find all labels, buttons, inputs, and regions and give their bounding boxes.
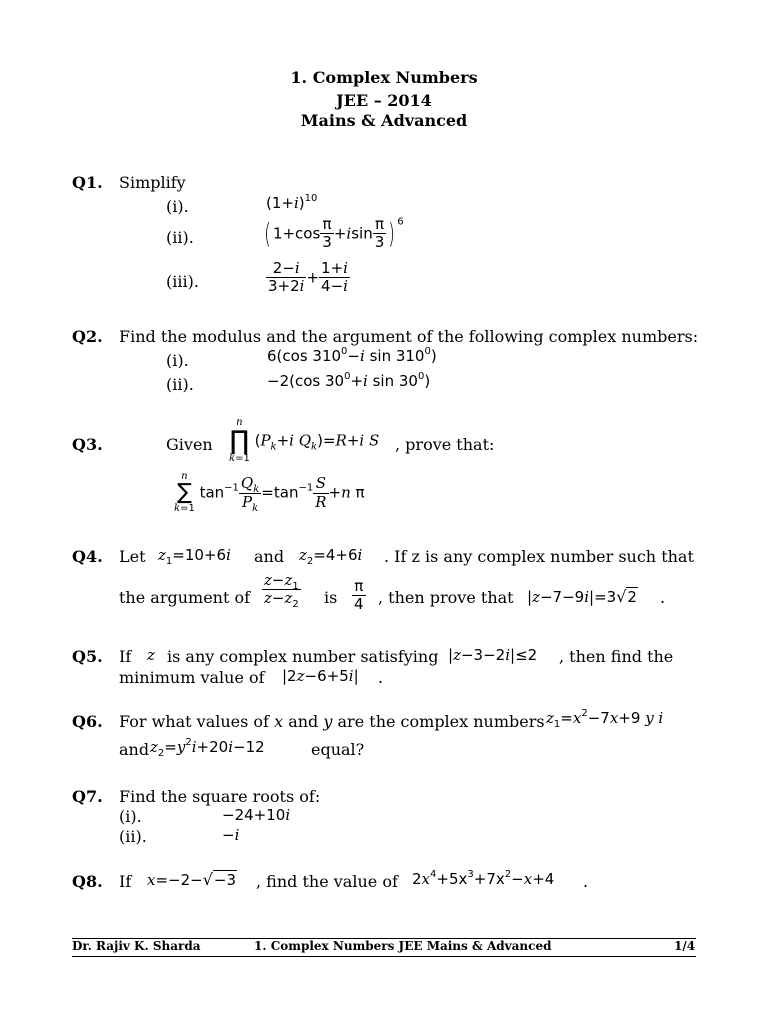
question-number: Q5.	[72, 647, 103, 666]
q6-z2: $z_2=y^2i+20i-12$	[150, 737, 265, 759]
question-text: and	[254, 547, 285, 566]
q4-angle: $\frac{\pi}{4}$	[354, 577, 364, 614]
q2-expr-1: 6(cos $310^0-i$ $\sin 310^0$)	[267, 346, 437, 365]
q7-expr-2: −i	[222, 826, 240, 844]
q4-z2: $z_2=4+6i$	[299, 546, 363, 567]
q7-expr-1: −24+10i	[222, 806, 291, 824]
question-number: Q2.	[72, 327, 103, 346]
question-text	[119, 712, 545, 731]
question-text: If	[119, 647, 132, 666]
question-text: , find the value of	[256, 872, 398, 891]
q8-poly: $2x^4+5x^3+7x^2-x+4$	[412, 869, 555, 888]
item-label: (ii).	[119, 827, 147, 846]
q1-expr-3: $\frac{2-i}{3+2i}$ + $\frac{1+i}{4-i}$	[268, 259, 348, 296]
q6-text-b: are the complex numbers	[337, 712, 545, 731]
doc-subtitle: JEE – 2014	[336, 91, 432, 110]
question-text: and	[119, 740, 150, 759]
footer-title: 1. Complex Numbers JEE Mains & Advanced	[254, 939, 552, 953]
question-number: Q8.	[72, 872, 103, 891]
question-number: Q4.	[72, 547, 103, 566]
q6-text-a: For what values of	[119, 712, 269, 731]
q6-z1: $z_1=x^2-7x+9$ y i	[546, 708, 664, 730]
item-label: (iii).	[166, 272, 199, 291]
question-text: Find the modulus and the argument of the following complex numbers:	[119, 327, 699, 346]
question-text: .	[378, 668, 384, 687]
q6-x: x	[274, 712, 284, 731]
q3-sum-expr: n ∑ k=1 $\tan^{-1}$ $\frac{Q_k}{P_k}$ $=\tan^{-1}$ $\frac{S}{R}$ +n π	[174, 471, 365, 514]
item-label: (i).	[119, 807, 142, 826]
question-text: , prove that:	[395, 435, 495, 454]
question-number: Q7.	[72, 787, 103, 806]
q1-expr-1: $(1+i)^{10}$	[266, 193, 318, 212]
question-number: Q1.	[72, 173, 103, 192]
question-text: .	[583, 872, 589, 891]
q5-z: z	[147, 646, 155, 664]
q1-expr-2: ( 1+cos $\frac{\pi}{3}$ +isin $\frac{\pi}{3}$ ) $^6$	[264, 215, 404, 252]
doc-subtitle-2: Mains & Advanced	[300, 111, 468, 130]
question-number: Q3.	[72, 435, 103, 454]
question-text: is any complex number satisfying	[167, 647, 439, 666]
question-text: If	[119, 872, 132, 891]
item-label: (i).	[166, 351, 189, 370]
footer-author: Dr. Rajiv K. Sharda	[72, 939, 201, 953]
question-text: equal?	[311, 740, 365, 759]
q6-y: y	[323, 712, 333, 731]
q4-result: |z−7−9i|=3√2	[527, 587, 637, 606]
question-text: Simplify	[119, 173, 186, 192]
q5-condition: |z−3−2i|≤2	[448, 646, 538, 664]
q4-fraction: $\frac{z-z_1}{z-z_2}$	[264, 571, 299, 611]
question-text: Find the square roots of:	[119, 787, 321, 806]
q8-x: x=−2−√−3	[147, 870, 237, 889]
footer-rule-bottom	[72, 956, 696, 957]
q5-expr: |2z−6+5i|	[282, 667, 359, 685]
q2-expr-2: −2(cos $30^0+i$ $\sin 30^0$)	[267, 371, 431, 390]
question-text: .	[660, 588, 666, 607]
question-text: Let	[119, 547, 146, 566]
question-text: is	[324, 588, 338, 607]
q3-product-expr: n ∏ k=1 ($P_k+i$ $Q_k)=R+i$ S	[229, 417, 380, 464]
question-text: . If z is any complex number such that	[384, 547, 694, 566]
footer-page-number: 1/4	[674, 939, 696, 953]
q4-z1: $z_1=10+6i$	[158, 546, 231, 567]
doc-title: 1. Complex Numbers	[290, 68, 478, 87]
item-label: (i).	[166, 197, 189, 216]
q6-and: and	[288, 712, 319, 731]
question-text: , then find the	[559, 647, 674, 666]
item-label: (ii).	[166, 375, 194, 394]
question-text: Given	[166, 435, 213, 454]
question-number: Q6.	[72, 712, 103, 731]
item-label: (ii).	[166, 228, 194, 247]
question-text: the argument of	[119, 588, 251, 607]
question-text: , then prove that	[378, 588, 514, 607]
question-text: minimum value of	[119, 668, 265, 687]
